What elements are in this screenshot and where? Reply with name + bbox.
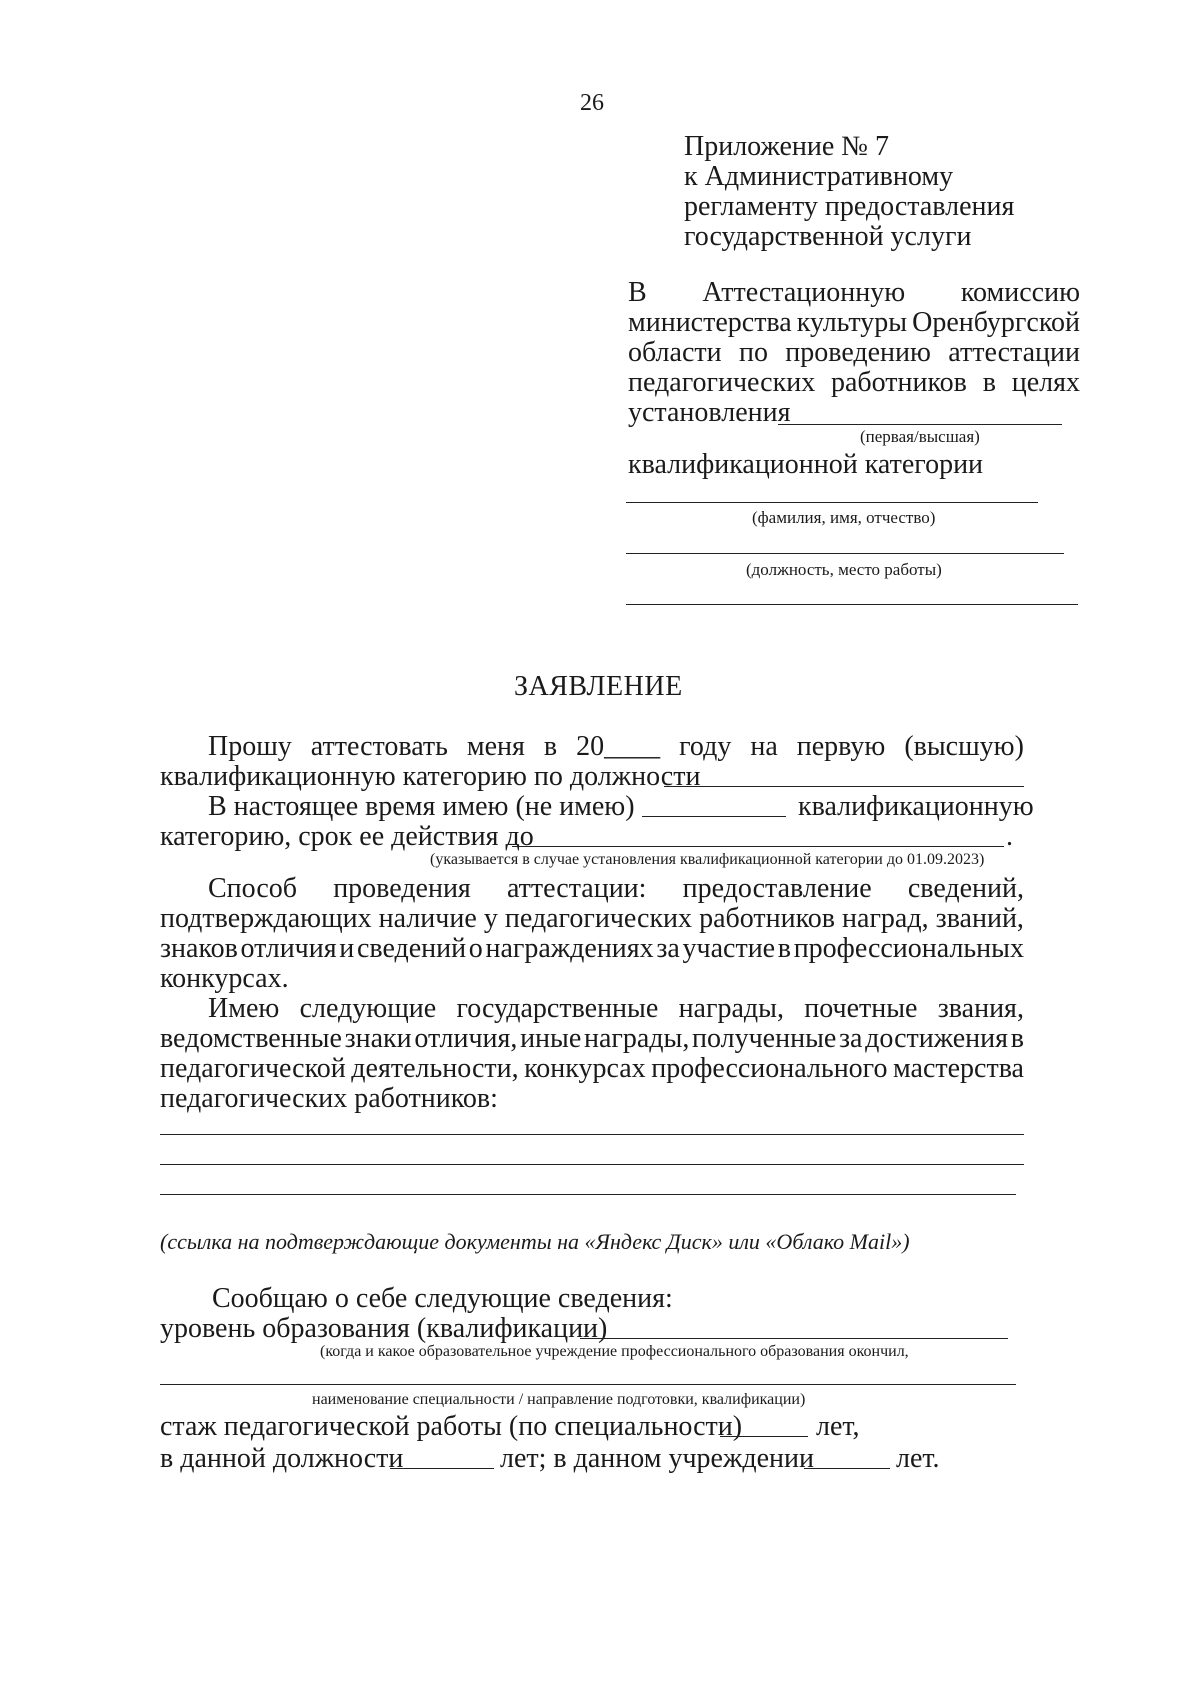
appendix-line-3: регламенту предоставления [684, 191, 1015, 222]
appendix-line-2: к Административному [684, 161, 954, 192]
hint-position: (должность, место работы) [746, 560, 942, 579]
p3-row-1: Способ проведения аттестации: предоставление сведений, [208, 873, 1024, 904]
addressee-row-5: установления [628, 397, 791, 428]
p3-row-2: подтверждающих наличие у педагогических работников наград, званий, [160, 903, 1024, 934]
p4-row-2: ведомственные знаки отличия, иные награды, полученные за достижения в [160, 1023, 1024, 1054]
awards-blank-1 [160, 1134, 1024, 1135]
p4-row-3: педагогической деятельности, конкурсах профессионального мастерства [160, 1053, 1024, 1084]
p1-row-2: квалификационную категорию по должности [160, 761, 701, 792]
addressee-row-4: педагогических работников в целях [628, 367, 1080, 398]
p5-row-1: Сообщаю о себе следующие сведения: [212, 1283, 673, 1314]
appendix-line-4: государственной услуги [684, 221, 972, 252]
p3-row-3: знаков отличия и сведений о награждениях за участие в профессиональных [160, 933, 1024, 964]
p4-row-4: педагогических работников: [160, 1083, 498, 1114]
awards-blank-3 [160, 1194, 1016, 1195]
p2-row-1-a: В настоящее время имею (не имею) [208, 791, 635, 822]
p1-row-1: Прошу аттестовать меня в 20____ году на первую (высшую) [208, 731, 1024, 762]
document-title: ЗАЯВЛЕНИЕ [514, 671, 683, 702]
experience-blank [720, 1436, 808, 1437]
p4-row-1: Имею следующие государственные награды, почетные звания, [208, 993, 1024, 1024]
p2-row-2-end: . [1006, 821, 1013, 852]
addressee-row-2: министерства культуры Оренбургской [628, 307, 1080, 338]
appendix-line-1: Приложение № 7 [684, 131, 889, 162]
category-blank [778, 424, 1062, 425]
position-blank-1 [626, 553, 1064, 554]
position-years-blank [390, 1468, 494, 1469]
position-blank-2 [626, 604, 1078, 605]
p5-hint-2: наименование специальности / направление подготовки, квалификации) [312, 1391, 806, 1408]
p5-row-2: уровень образования (квалификации) [160, 1313, 608, 1344]
institution-years-blank [804, 1468, 890, 1469]
p2-row-1-b: квалификационную [798, 791, 1034, 822]
education-blank-2 [160, 1384, 1016, 1385]
addressee-row-3: области по проведению аттестации [628, 337, 1080, 368]
p6-row-2-a: в данной должности [160, 1443, 404, 1474]
p6-row-1-b: лет, [816, 1411, 860, 1442]
p5-hint-1: (когда и какое образовательное учреждение профессионального образования окончил, [320, 1343, 909, 1360]
name-blank [626, 502, 1038, 503]
p6-row-2-c: лет. [896, 1443, 940, 1474]
awards-blank-2 [160, 1164, 1024, 1165]
validity-date-blank [512, 846, 1004, 847]
p6-row-2-b: лет; в данном учреждении [500, 1443, 814, 1474]
link-note: (ссылка на подтверждающие документы на «Яндекс Диск» или «Облако Mail») [160, 1229, 910, 1254]
education-blank [580, 1338, 1008, 1339]
p6-row-1-a: стаж педагогической работы (по специальности) [160, 1411, 743, 1442]
addressee-row-1: В Аттестационную комиссию [628, 277, 1080, 308]
p2-row-2: категорию, срок ее действия до [160, 821, 534, 852]
page-number: 26 [580, 90, 604, 116]
hint-category: (первая/высшая) [860, 427, 980, 446]
p3-row-4: конкурсах. [160, 963, 289, 994]
p2-hint: (указывается в случае установления квалификационной категории до 01.09.2023) [430, 851, 985, 868]
hint-name: (фамилия, имя, отчество) [752, 508, 936, 527]
current-category-blank [642, 816, 786, 817]
position-name-blank [664, 786, 1024, 787]
addressee-row-6: квалификационной категории [628, 449, 984, 480]
